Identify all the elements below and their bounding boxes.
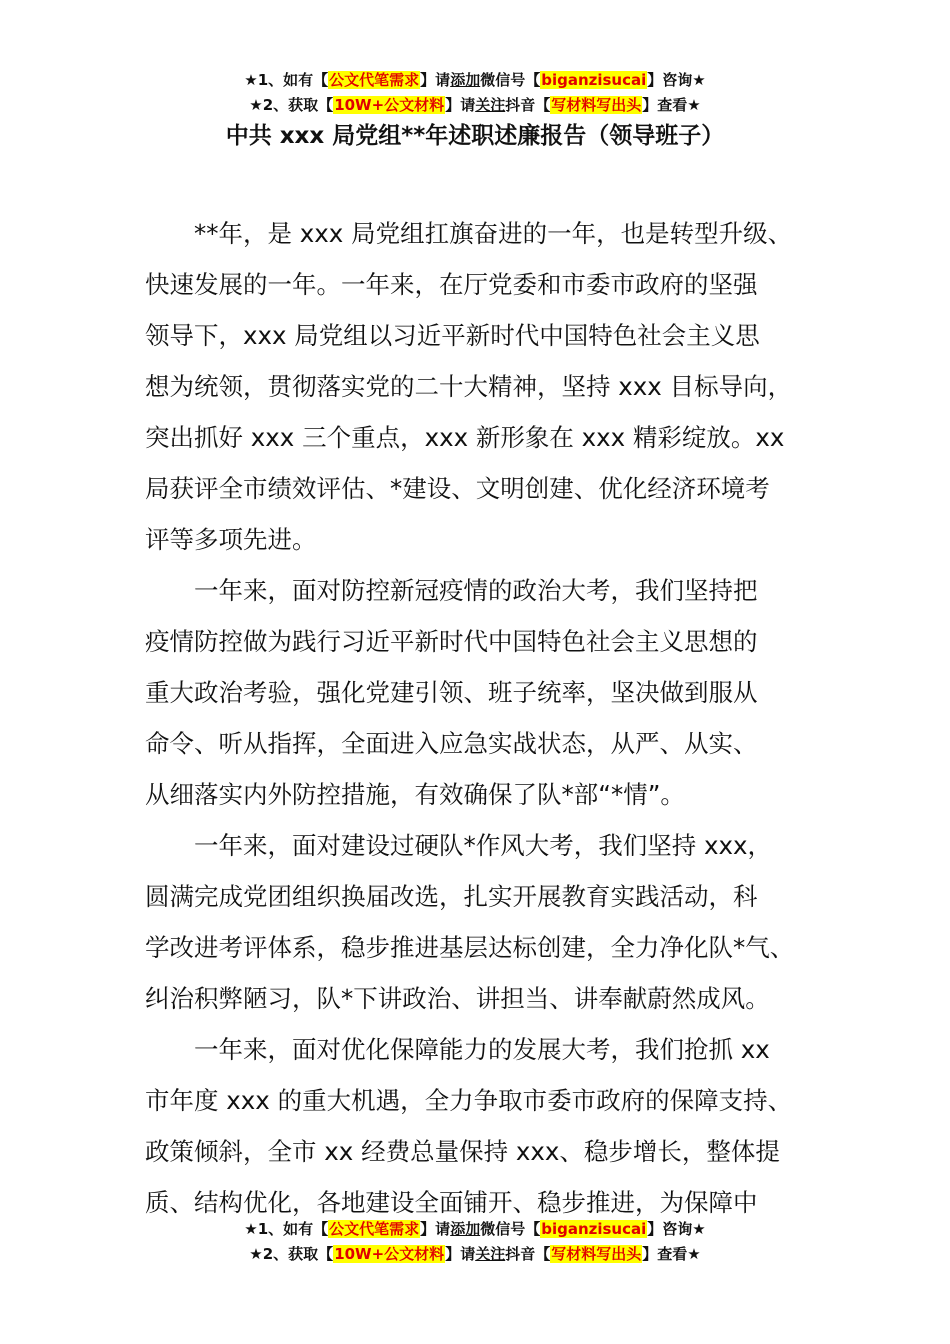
banner-line-2 bbox=[0, 93, 950, 118]
paragraph-line: 质、结构优化，各地建设全面铺开、稳步推进，为保障中 bbox=[145, 1188, 758, 1217]
banner-text: 】请 bbox=[445, 96, 476, 114]
wechat-id-highlight: biganzisucai bbox=[541, 71, 647, 89]
paragraph bbox=[145, 565, 835, 820]
banner-line-2 bbox=[0, 1242, 950, 1267]
underlined-text: 关注 bbox=[475, 1245, 506, 1263]
wechat-id-highlight: biganzisucai bbox=[541, 1220, 647, 1238]
banner-text: 】请 bbox=[420, 1220, 451, 1238]
banner-text: ★2、获取【 bbox=[249, 96, 334, 114]
douyin-highlight: 写材料写出头 bbox=[551, 1245, 642, 1263]
banner-text: 】查看★ bbox=[642, 96, 701, 114]
header-banner bbox=[0, 68, 950, 118]
paragraph-line: 重大政治考验，强化党建引领、班子统率，坚决做到服从 bbox=[145, 678, 758, 707]
paragraph-line: 疫情防控做为践行习近平新时代中国特色社会主义思想的 bbox=[145, 627, 758, 656]
paragraph-line: 学改进考评体系，稳步推进基层达标创建，全力净化队*气、 bbox=[145, 933, 795, 962]
document-body bbox=[145, 208, 835, 1228]
highlight-text: 公文代笔需求 bbox=[329, 71, 420, 89]
banner-text: 微信号【 bbox=[480, 1220, 541, 1238]
highlight-text: 公文代笔需求 bbox=[329, 1220, 420, 1238]
paragraph-line: 从细落实内外防控措施，有效确保了队*部“*情”。 bbox=[145, 780, 685, 809]
paragraph-line: 突出抓好 xxx 三个重点，xxx 新形象在 xxx 精彩绽放。xx bbox=[145, 423, 785, 452]
paragraph-line: 一年来，面对建设过硬队*作风大考，我们坚持 xxx， bbox=[194, 831, 773, 860]
banner-text: ★2、获取【 bbox=[249, 1245, 334, 1263]
banner-line-1 bbox=[0, 68, 950, 93]
paragraph-line: 市年度 xxx 的重大机遇，全力争取市委市政府的保障支持、 bbox=[145, 1086, 793, 1115]
highlight-text: 10W+公文材料 bbox=[334, 1245, 445, 1263]
highlight-text: 10W+公文材料 bbox=[334, 96, 445, 114]
document-title: 中共 xxx 局党组**年述职述廉报告（领导班子） bbox=[225, 123, 725, 149]
banner-line-1 bbox=[0, 1217, 950, 1242]
banner-text: 】查看★ bbox=[642, 1245, 701, 1263]
footer-banner bbox=[0, 1217, 950, 1267]
banner-text: ★1、如有【 bbox=[244, 71, 329, 89]
banner-text: ★1、如有【 bbox=[244, 1220, 329, 1238]
paragraph bbox=[145, 208, 835, 565]
paragraph bbox=[145, 1024, 835, 1228]
banner-text: 】请 bbox=[420, 71, 451, 89]
paragraph bbox=[145, 820, 835, 1024]
paragraph-line: 快速发展的一年。一年来，在厅党委和市委市政府的坚强 bbox=[145, 270, 758, 299]
paragraph-line: 圆满完成党团组织换届改选，扎实开展教育实践活动，科 bbox=[145, 882, 758, 911]
paragraph-line: 纠治积弊陋习，队*下讲政治、讲担当、讲奉献蔚然成风。 bbox=[145, 984, 770, 1013]
banner-text: 】咨询★ bbox=[647, 71, 706, 89]
paragraph-line: 一年来，面对防控新冠疫情的政治大考，我们坚持把 bbox=[194, 576, 758, 605]
banner-text: 】咨询★ bbox=[647, 1220, 706, 1238]
paragraph-line: 领导下，xxx 局党组以习近平新时代中国特色社会主义思 bbox=[145, 321, 760, 350]
underlined-text: 添加 bbox=[450, 71, 481, 89]
paragraph-line: 想为统领，贯彻落实党的二十大精神，坚持 xxx 目标导向， bbox=[145, 372, 793, 401]
banner-text: 抖音【 bbox=[505, 1245, 551, 1263]
banner-text: 】请 bbox=[445, 1245, 476, 1263]
paragraph-line: 一年来，面对优化保障能力的发展大考，我们抢抓 xx bbox=[194, 1035, 770, 1064]
paragraph-line: 政策倾斜，全市 xx 经费总量保持 xxx、稳步增长，整体提 bbox=[145, 1137, 780, 1166]
paragraph-line: 评等多项先进。 bbox=[145, 525, 317, 554]
underlined-text: 添加 bbox=[450, 1220, 481, 1238]
underlined-text: 关注 bbox=[475, 96, 506, 114]
banner-text: 抖音【 bbox=[505, 96, 551, 114]
douyin-highlight: 写材料写出头 bbox=[551, 96, 642, 114]
paragraph-line: **年，是 xxx 局党组扛旗奋进的一年，也是转型升级、 bbox=[194, 219, 793, 248]
paragraph-line: 命令、听从指挥，全面进入应急实战状态，从严、从实、 bbox=[145, 729, 758, 758]
banner-text: 微信号【 bbox=[480, 71, 541, 89]
paragraph-line: 局获评全市绩效评估、*建设、文明创建、优化经济环境考 bbox=[145, 474, 770, 503]
